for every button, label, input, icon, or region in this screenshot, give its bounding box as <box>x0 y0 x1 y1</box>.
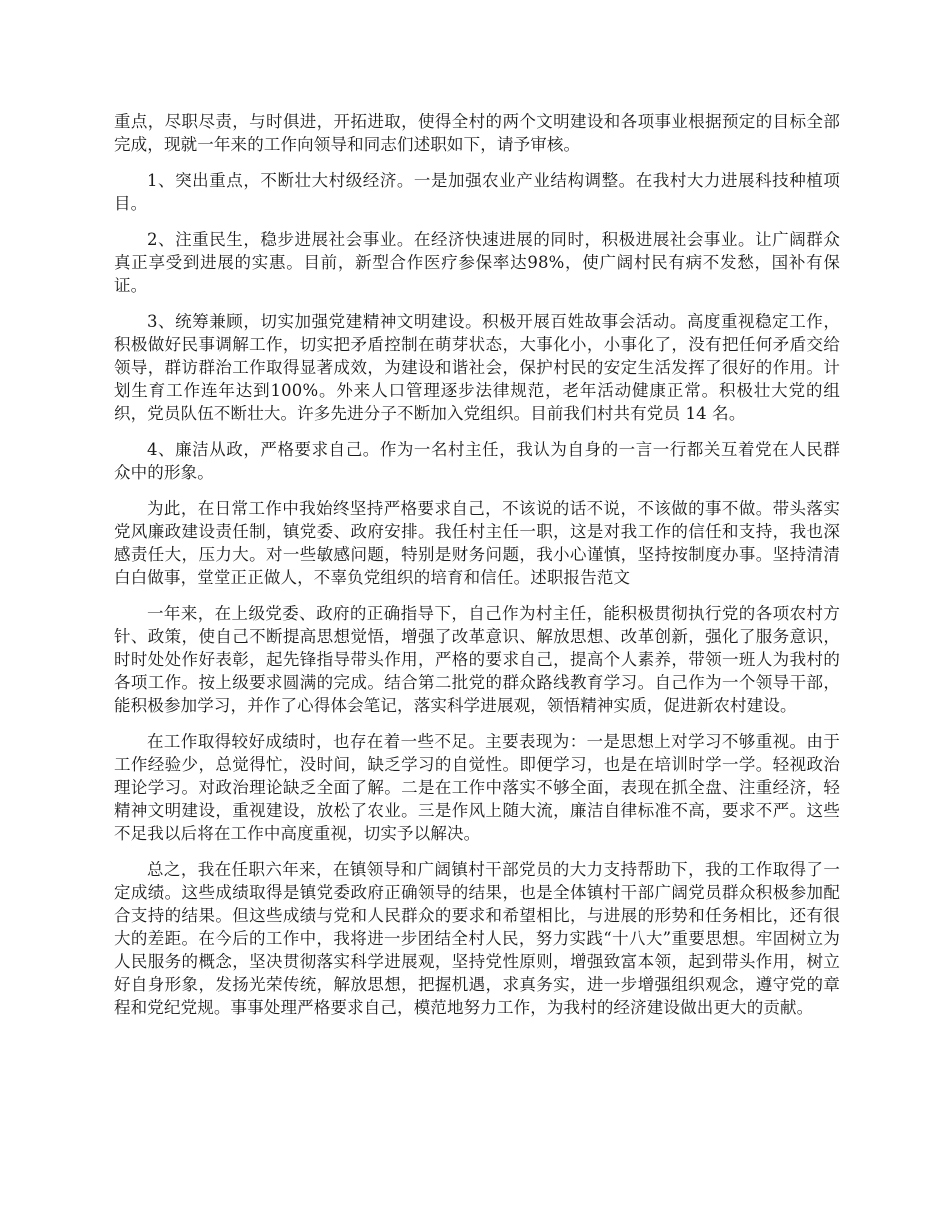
paragraph-integrity: 为此，在日常工作中我始终坚持严格要求自己，不该说的话不说，不该做的事不做。带头落实党风廉政建设责任制，镇党委、政府安排。我任村主任一职，这是对我工作的信任和支持，我也深感责任大，压力大。对一些敏感问题，特别是财务问题，我小心谨慎，坚持按制度办事。坚持清清白白做事，堂堂正正做人，不辜负党组织的培育和信任。述职报告范文 <box>114 499 840 587</box>
paragraph-conclusion: 总之，我在任职六年来，在镇领导和广阔镇村干部党员的大力支持帮助下，我的工作取得了一定成绩。这些成绩取得是镇党委政府正确领导的结果，也是全体镇村干部广阔党员群众积极参加配合支持的结果。但这些成绩与党和人民群众的要求和希望相比，与进展的形势和任务相比，还有很大的差距。在今后的工作中，我将进一步团结全村人民，努力实践“十八大”重要思想。牢固树立为人民服务的概念，坚决贯彻落实科学进展观，坚持党性原则，增强致富本领，起到带头作用，树立好自身形象，发扬光荣传统，解放思想，把握机遇，求真务实，进一步增强组织观念，遵守党的章程和党纪党规。事事处理严格要求自己，模范地努力工作，为我村的经济建设做出更大的贡献。 <box>114 860 840 1017</box>
paragraph-item-1: 1、突出重点，不断壮大村级经济。一是加强农业产业结构调整。在我村大力进展科技种植项目。 <box>114 171 840 213</box>
paragraph-item-3: 3、统筹兼顾，切实加强党建精神文明建设。积极开展百姓故事会活动。高度重视稳定工作，积极做好民事调解工作，切实把矛盾控制在萌芽状态，大事化小，小事化了，没有把任何矛盾交给领导，群访群治工作取得显著成效，为建设和谐社会，保护村民的安定生活发挥了很好的作用。计划生育工作连年达到100%。外来人口管理逐步法律规范，老年活动健康正常。积极壮大党的组织，党员队伍不断壮大。许多先进分子不断加入党组织。目前我们村共有党员 14 名。 <box>114 312 840 423</box>
paragraph-intro-continued: 重点，尽职尽责，与时俱进，开拓进取，使得全村的两个文明建设和各项事业根据预定的目标全部完成，现就一年来的工作向领导和同志们述职如下，请予审核。 <box>114 112 840 154</box>
document-body <box>114 110 840 1032</box>
paragraph-shortcomings: 在工作取得较好成绩时，也存在着一些不足。主要表现为：一是思想上对学习不够重视。由于工作经验少，总觉得忙，没时间，缺乏学习的自觉性。即便学习，也是在培训时学一学。轻视政治理论学习。对政治理论缺乏全面了解。二是在工作中落实不够全面，表现在抓全盘、注重经济，轻精神文明建设，重视建设，放松了农业。三是作风上随大流，廉洁自律标准不高，要求不严。这些不足我以后将在工作中高度重视，切实予以解决。 <box>114 732 840 843</box>
paragraph-item-2: 2、注重民生，稳步进展社会事业。在经济快速进展的同时，积极进展社会事业。让广阔群众真正享受到进展的实惠。目前，新型合作医疗参保率达98%，使广阔村民有病不发愁，国补有保证。 <box>114 230 840 295</box>
paragraph-item-4: 4、廉洁从政，严格要求自己。作为一名村主任，我认为自身的一言一行都关互着党在人民群众中的形象。 <box>114 440 840 482</box>
paragraph-year-review: 一年来，在上级党委、政府的正确指导下，自己作为村主任，能积极贯彻执行党的各项农村方针、政策，使自己不断提高思想觉悟，增强了改革意识、解放思想、改革创新，强化了服务意识，时时处处作好表彰，起先锋指导带头作用，严格的要求自己，提高个人素养，带领一班人为我村的各项工作。按上级要求圆满的完成。结合第二批党的群众路线教育学习。自己作为一个领导干部，能积极参加学习，并作了心得体会笔记，落实科学进展观，领悟精神实质，促进新农村建设。 <box>114 604 840 715</box>
